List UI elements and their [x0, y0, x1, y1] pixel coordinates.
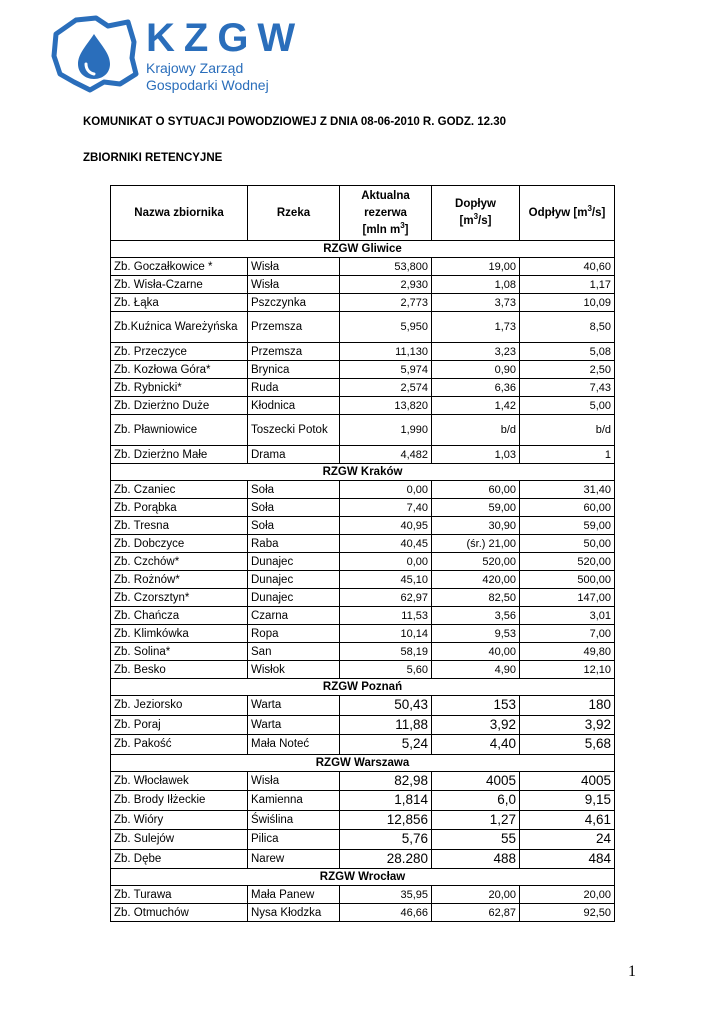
table-row [111, 791, 615, 811]
cell-inflow: 153 [432, 696, 520, 716]
cell-river: Kłodnica [248, 397, 340, 415]
cell-outflow: 5,00 [520, 397, 615, 415]
cell-name: Zb. Sulejów [111, 830, 248, 850]
table-row [111, 379, 615, 397]
table-row [111, 294, 615, 312]
cell-inflow: 60,00 [432, 481, 520, 499]
cell-outflow: 3,01 [520, 607, 615, 625]
cell-name: Zb. Czchów* [111, 553, 248, 571]
cell-name: Zb. Poraj [111, 715, 248, 735]
cell-name: Zb. Tresna [111, 517, 248, 535]
table-row [111, 696, 615, 716]
cell-outflow: 147,00 [520, 589, 615, 607]
group-name: RZGW Wrocław [111, 869, 615, 886]
cell-inflow: 19,00 [432, 258, 520, 276]
cell-name: Zb. Dobczyce [111, 535, 248, 553]
cell-outflow: 40,60 [520, 258, 615, 276]
cell-reserve: 62,97 [340, 589, 432, 607]
cell-reserve: 7,40 [340, 499, 432, 517]
cell-river: Dunajec [248, 553, 340, 571]
cell-river: Wisła [248, 276, 340, 294]
cell-inflow: 0,90 [432, 361, 520, 379]
cell-reserve: 12,856 [340, 810, 432, 830]
table-row [111, 661, 615, 679]
cell-reserve: 40,45 [340, 535, 432, 553]
cell-inflow: 59,00 [432, 499, 520, 517]
group-name: RZGW Poznań [111, 679, 615, 696]
cell-name: Zb. Porąbka [111, 499, 248, 517]
group-name: RZGW Gliwice [111, 241, 615, 258]
cell-inflow: 6,36 [432, 379, 520, 397]
cell-river: Wisła [248, 771, 340, 791]
cell-name: Zb. Klimkówka [111, 625, 248, 643]
group-header-row [111, 754, 615, 771]
table-row [111, 830, 615, 850]
group-name: RZGW Kraków [111, 464, 615, 481]
cell-river: Przemsza [248, 312, 340, 343]
cell-outflow: 3,92 [520, 715, 615, 735]
cell-inflow: 3,23 [432, 343, 520, 361]
cell-reserve: 11,53 [340, 607, 432, 625]
table-row [111, 771, 615, 791]
cell-name: Zb. Wisła-Czarne [111, 276, 248, 294]
cell-river: Mała Panew [248, 886, 340, 904]
col-header-name: Nazwa zbiornika [111, 186, 248, 241]
cell-name: Zb. Czaniec [111, 481, 248, 499]
cell-outflow: 9,15 [520, 791, 615, 811]
cell-river: Warta [248, 715, 340, 735]
cell-outflow: 12,10 [520, 661, 615, 679]
cell-river: Soła [248, 499, 340, 517]
cell-reserve: 4,482 [340, 446, 432, 464]
cell-name: Zb. Rożnów* [111, 571, 248, 589]
cell-inflow: 520,00 [432, 553, 520, 571]
table-row [111, 886, 615, 904]
cell-river: Mała Noteć [248, 735, 340, 755]
cell-inflow: 62,87 [432, 904, 520, 922]
cell-outflow: 520,00 [520, 553, 615, 571]
table-row [111, 715, 615, 735]
group-header-row [111, 241, 615, 258]
cell-reserve: 1,990 [340, 415, 432, 446]
table-row [111, 517, 615, 535]
cell-reserve: 2,773 [340, 294, 432, 312]
cell-name: Zb.Kuźnica Wareżyńska [111, 312, 248, 343]
cell-inflow: (śr.) 21,00 [432, 535, 520, 553]
cell-inflow: 20,00 [432, 886, 520, 904]
cell-reserve: 46,66 [340, 904, 432, 922]
cell-reserve: 58,19 [340, 643, 432, 661]
col-header-reserve: Aktualna rezerwa [mln $m^3$] [340, 186, 432, 241]
reservoir-table [110, 185, 615, 922]
cell-reserve: 5,24 [340, 735, 432, 755]
cell-outflow: 50,00 [520, 535, 615, 553]
cell-outflow: 24 [520, 830, 615, 850]
cell-name: Zb. Pławniowice [111, 415, 248, 446]
cell-river: San [248, 643, 340, 661]
cell-name: Zb. Łąka [111, 294, 248, 312]
cell-outflow: 7,00 [520, 625, 615, 643]
cell-name: Zb. Czorsztyn* [111, 589, 248, 607]
cell-name: Zb. Goczałkowice * [111, 258, 248, 276]
cell-reserve: 82,98 [340, 771, 432, 791]
cell-inflow: 4,90 [432, 661, 520, 679]
cell-river: Raba [248, 535, 340, 553]
table-row [111, 397, 615, 415]
cell-outflow: 7,43 [520, 379, 615, 397]
cell-reserve: 5,60 [340, 661, 432, 679]
cell-river: Wisłok [248, 661, 340, 679]
cell-outflow: 10,09 [520, 294, 615, 312]
cell-river: Soła [248, 517, 340, 535]
cell-river: Czarna [248, 607, 340, 625]
page-number: 1 [628, 963, 636, 980]
table-row [111, 735, 615, 755]
table-row [111, 499, 615, 517]
cell-name: Zb. Kozłowa Góra* [111, 361, 248, 379]
table-row [111, 361, 615, 379]
cell-outflow: 92,50 [520, 904, 615, 922]
cell-outflow: 5,68 [520, 735, 615, 755]
cell-reserve: 0,00 [340, 481, 432, 499]
document-title: KOMUNIKAT O SYTUACJI POWODZIOWEJ Z DNIA 08-06-2010 R. GODZ. 12.30 [83, 116, 507, 128]
col-header-river: Rzeka [248, 186, 340, 241]
table-row [111, 312, 615, 343]
cell-reserve: 35,95 [340, 886, 432, 904]
table-row [111, 276, 615, 294]
cell-name: Zb. Chańcza [111, 607, 248, 625]
cell-river: Pszczynka [248, 294, 340, 312]
cell-name: Zb. Dzierżno Duże [111, 397, 248, 415]
cell-outflow: 49,80 [520, 643, 615, 661]
cell-outflow: 4005 [520, 771, 615, 791]
cell-inflow: 420,00 [432, 571, 520, 589]
cell-outflow: 8,50 [520, 312, 615, 343]
table-row [111, 571, 615, 589]
cell-reserve: 10,14 [340, 625, 432, 643]
cell-river: Nysa Kłodzka [248, 904, 340, 922]
table-row [111, 643, 615, 661]
table-row [111, 446, 615, 464]
brand-name: KZGW [146, 16, 305, 60]
cell-inflow: 3,56 [432, 607, 520, 625]
cell-river: Kamienna [248, 791, 340, 811]
cell-reserve: 11,88 [340, 715, 432, 735]
section-title: ZBIORNIKI RETENCYJNE [83, 152, 223, 164]
cell-inflow: 9,53 [432, 625, 520, 643]
cell-name: Zb. Włocławek [111, 771, 248, 791]
cell-name: Zb. Brody Iłżeckie [111, 791, 248, 811]
group-header-row [111, 869, 615, 886]
cell-inflow: 3,73 [432, 294, 520, 312]
cell-outflow: 60,00 [520, 499, 615, 517]
table-row [111, 258, 615, 276]
cell-outflow: 4,61 [520, 810, 615, 830]
group-name: RZGW Warszawa [111, 754, 615, 771]
cell-inflow: b/d [432, 415, 520, 446]
cell-inflow: 82,50 [432, 589, 520, 607]
cell-river: Przemsza [248, 343, 340, 361]
cell-inflow: 6,0 [432, 791, 520, 811]
cell-inflow: 1,27 [432, 810, 520, 830]
cell-name: Zb. Przeczyce [111, 343, 248, 361]
cell-river: Dunajec [248, 589, 340, 607]
cell-river: Narew [248, 849, 340, 869]
cell-outflow: 2,50 [520, 361, 615, 379]
cell-name: Zb. Otmuchów [111, 904, 248, 922]
table-row [111, 589, 615, 607]
cell-name: Zb. Pakość [111, 735, 248, 755]
col-header-outflow: Odpływ $[m^3/s]$ [520, 186, 615, 241]
table-row [111, 625, 615, 643]
table-row [111, 607, 615, 625]
cell-inflow: 3,92 [432, 715, 520, 735]
cell-reserve: 53,800 [340, 258, 432, 276]
cell-reserve: 1,814 [340, 791, 432, 811]
cell-inflow: 1,42 [432, 397, 520, 415]
cell-inflow: 488 [432, 849, 520, 869]
kzgw-logo [46, 12, 305, 98]
table-row [111, 849, 615, 869]
table-row [111, 481, 615, 499]
cell-outflow: 31,40 [520, 481, 615, 499]
cell-name: Zb. Wióry [111, 810, 248, 830]
cell-inflow: 55 [432, 830, 520, 850]
cell-river: Drama [248, 446, 340, 464]
table-row [111, 553, 615, 571]
table-row [111, 535, 615, 553]
cell-inflow: 1,08 [432, 276, 520, 294]
cell-outflow: b/d [520, 415, 615, 446]
cell-reserve: 40,95 [340, 517, 432, 535]
cell-outflow: 20,00 [520, 886, 615, 904]
cell-name: Zb. Rybnicki* [111, 379, 248, 397]
cell-outflow: 1,17 [520, 276, 615, 294]
cell-name: Zb. Solina* [111, 643, 248, 661]
cell-reserve: 45,10 [340, 571, 432, 589]
cell-reserve: 5,950 [340, 312, 432, 343]
cell-outflow: 59,00 [520, 517, 615, 535]
table-row [111, 810, 615, 830]
cell-reserve: 11,130 [340, 343, 432, 361]
cell-outflow: 180 [520, 696, 615, 716]
group-header-row [111, 464, 615, 481]
cell-river: Warta [248, 696, 340, 716]
cell-reserve: 5,76 [340, 830, 432, 850]
cell-reserve: 5,974 [340, 361, 432, 379]
cell-reserve: 2,930 [340, 276, 432, 294]
cell-river: Dunajec [248, 571, 340, 589]
cell-river: Ruda [248, 379, 340, 397]
cell-name: Zb. Besko [111, 661, 248, 679]
cell-reserve: 0,00 [340, 553, 432, 571]
cell-reserve: 50,43 [340, 696, 432, 716]
cell-river: Brynica [248, 361, 340, 379]
cell-reserve: 13,820 [340, 397, 432, 415]
brand-line-2: Gospodarki Wodnej [146, 77, 269, 93]
cell-inflow: 1,03 [432, 446, 520, 464]
cell-river: Ropa [248, 625, 340, 643]
brand-line-1: Krajowy Zarząd [146, 60, 244, 76]
cell-outflow: 500,00 [520, 571, 615, 589]
cell-inflow: 1,73 [432, 312, 520, 343]
cell-inflow: 40,00 [432, 643, 520, 661]
poland-map-icon [46, 12, 142, 96]
cell-river: Wisła [248, 258, 340, 276]
cell-reserve: 2,574 [340, 379, 432, 397]
group-header-row [111, 679, 615, 696]
cell-outflow: 484 [520, 849, 615, 869]
cell-name: Zb. Dębe [111, 849, 248, 869]
cell-reserve: 28.280 [340, 849, 432, 869]
cell-river: Świślina [248, 810, 340, 830]
table-row [111, 415, 615, 446]
cell-river: Soła [248, 481, 340, 499]
table-row [111, 904, 615, 922]
col-header-inflow: Dopływ $[m^3/s]$ [432, 186, 520, 241]
table-header-row [111, 186, 615, 241]
cell-name: Zb. Dzierżno Małe [111, 446, 248, 464]
cell-outflow: 5,08 [520, 343, 615, 361]
cell-inflow: 4,40 [432, 735, 520, 755]
cell-name: Zb. Turawa [111, 886, 248, 904]
cell-river: Pilica [248, 830, 340, 850]
cell-outflow: 1 [520, 446, 615, 464]
cell-name: Zb. Jeziorsko [111, 696, 248, 716]
cell-inflow: 4005 [432, 771, 520, 791]
cell-inflow: 30,90 [432, 517, 520, 535]
cell-river: Toszecki Potok [248, 415, 340, 446]
table-row [111, 343, 615, 361]
